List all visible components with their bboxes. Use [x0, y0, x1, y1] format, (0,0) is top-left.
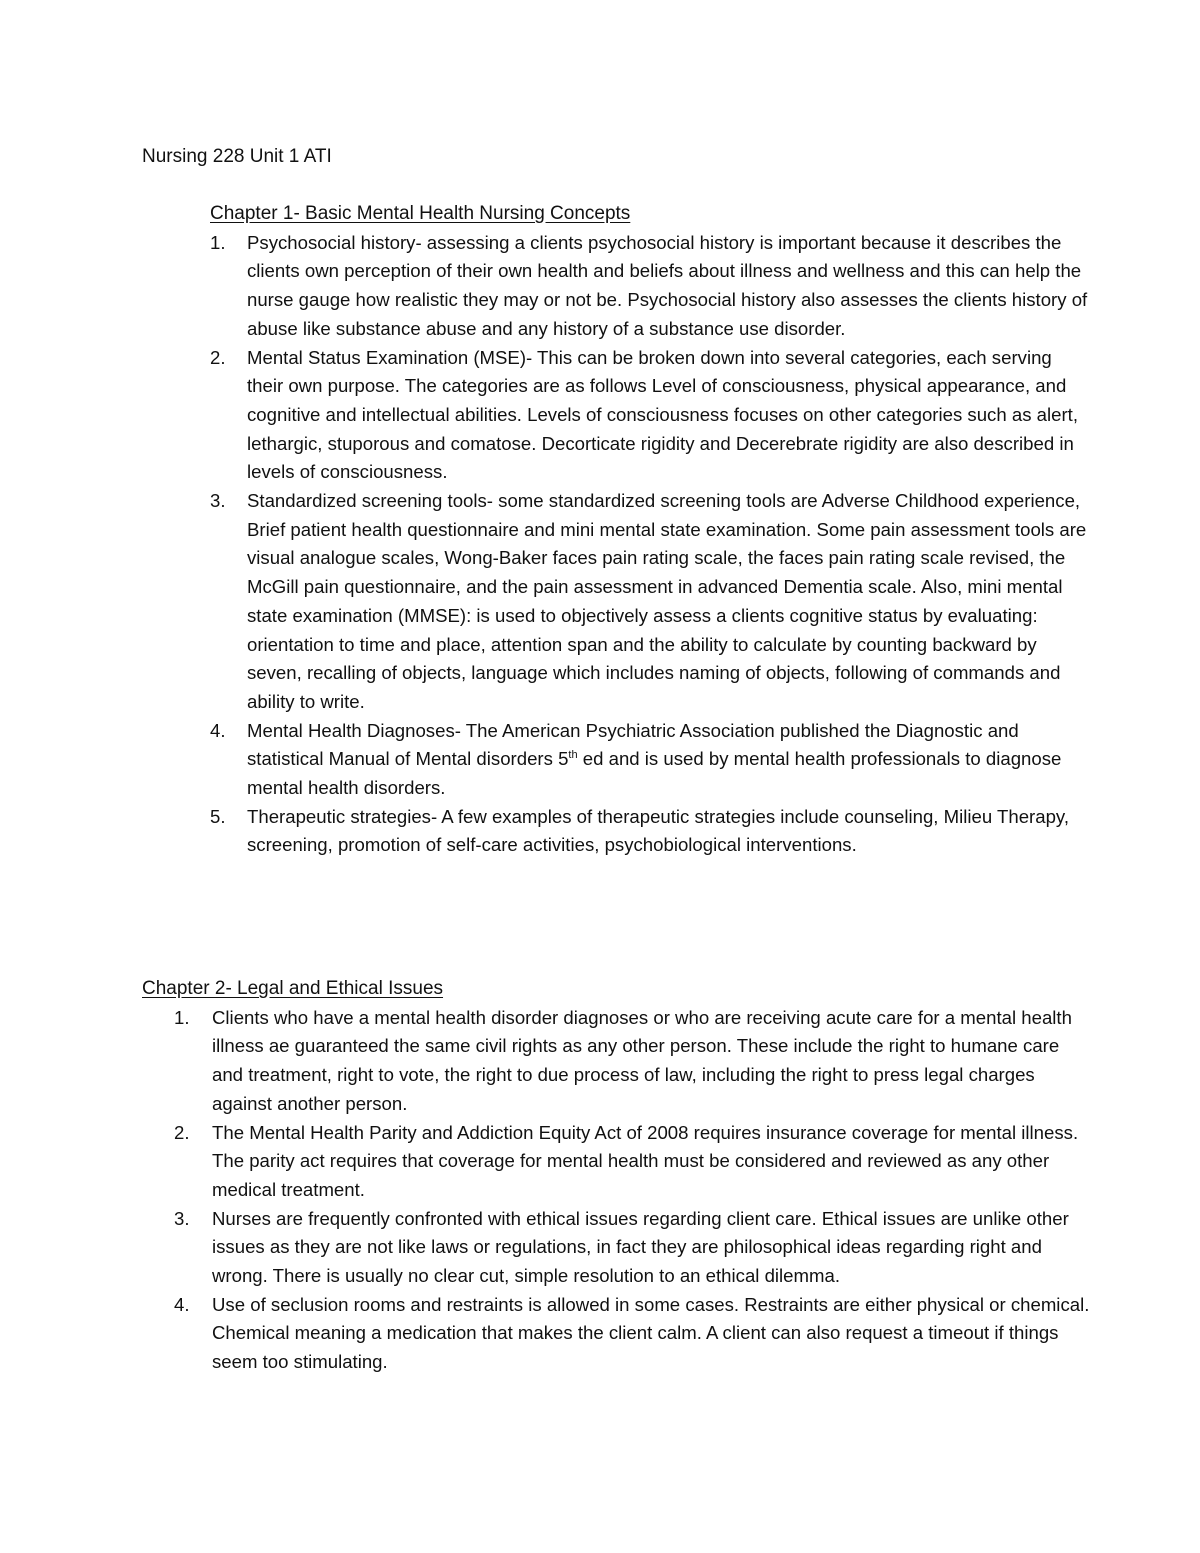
list-item-number: 5. [210, 805, 226, 827]
list-item [174, 1291, 1090, 1377]
list-item-text: Standardized screening tools- some standardized screening tools are Adverse Childhood experience, Brief patient health questionnaire and mini mental state examination. Some pain assessment tools are visual analogue scales, Wong-Baker faces pain rating scale, the faces pain rating scale revised, the McGill pain questionnaire, and the pain assessment in advanced Dementia scale. Also, mini mental state examination (MMSE): is used to objectively assess a clients cognitive status by evaluating: orientation to time and place, attention span and the ability to calculate by counting backward by seven, recalling of objects, language which includes naming of objects, following of commands and ability to write. [247, 490, 1087, 712]
document-title: Nursing 228 Unit 1 ATI [142, 146, 332, 167]
list-item-text: Mental Status Examination (MSE)- This can be broken down into several categories, each serving their own purpose. The categories are as follows Level of consciousness, physical appearance, and cognitive and intellectual abilities. Levels of consciousness focuses on other categories such as alert, lethargic, stuporous and comatose. Decorticate rigidity and Decerebrate rigidity are also described in levels of consciousness. [247, 346, 1078, 483]
list-item-text: Psychosocial history- assessing a clients psychosocial history is important because it describes the clients own perception of their own health and beliefs about illness and wellness and this can help the nurse gauge how realistic they may or not be. Psychosocial history also assesses the clients history of abuse like substance abuse and any history of a substance use disorder. [247, 231, 1088, 339]
chapter-1-list [210, 229, 1090, 860]
list-item-text-after: ed and is used by mental health professionals to diagnose mental health disorders. [247, 748, 1062, 799]
list-item-text: The Mental Health Parity and Addiction Equity Act of 2008 requires insurance coverage for mental illness. The parity act requires that coverage for mental health must be considered and reviewed as any other medical treatment. [212, 1121, 1079, 1200]
list-item-text: Clients who have a mental health disorder diagnoses or who are receiving acute care for a mental health illness ae guaranteed the same civil rights as any other person. These include the right to humane care and treatment, right to vote, the right to due process of law, including the right to press legal charges against another person. [212, 1006, 1072, 1114]
list-item [210, 487, 1090, 717]
list-item-number: 4. [210, 719, 226, 741]
chapter-2-heading: Chapter 2- Legal and Ethical Issues [142, 978, 444, 999]
list-item-number: 2. [174, 1121, 190, 1143]
list-item [210, 229, 1090, 344]
list-item-text: Nurses are frequently confronted with ethical issues regarding client care. Ethical issues are unlike other issues as they are not like laws or regulations, in fact they are philosophical ideas regarding right and wrong. There is usually no clear cut, simple resolution to an ethical dilemma. [212, 1207, 1069, 1287]
list-item-number: 2. [210, 346, 226, 368]
list-item-number: 3. [174, 1207, 190, 1229]
list-item [174, 1119, 1090, 1205]
list-item-number: 4. [174, 1293, 190, 1315]
chapter-1-section [210, 200, 1090, 860]
list-item-text: Use of seclusion rooms and restraints is allowed in some cases. Restraints are either physical or chemical. Chemical meaning a medication that makes the client calm. A client can also request a timeout if things seem too stimulating. [212, 1293, 1090, 1373]
list-item [210, 344, 1090, 488]
list-item-text: Therapeutic strategies- A few examples of therapeutic strategies include counseling, Milieu Therapy, screening, promotion of self-care activities, psychobiological interventions. [247, 805, 1070, 856]
list-item-text-before: Mental Health Diagnoses- The American Psychiatric Association published the Diagnostic and statistical Manual of Mental disorders 5 [247, 719, 1019, 770]
list-item [210, 803, 1090, 860]
list-item-number: 1. [210, 231, 226, 253]
list-item-number: 1. [174, 1006, 190, 1028]
ordinal-superscript: th [568, 749, 578, 762]
list-item [210, 717, 1090, 803]
list-item-number: 3. [210, 490, 226, 512]
chapter-2-list [174, 1004, 1090, 1377]
list-item [174, 1004, 1090, 1119]
chapter-1-heading: Chapter 1- Basic Mental Health Nursing Concepts [210, 203, 631, 224]
chapter-2-section [142, 975, 1090, 1377]
list-item [174, 1205, 1090, 1291]
